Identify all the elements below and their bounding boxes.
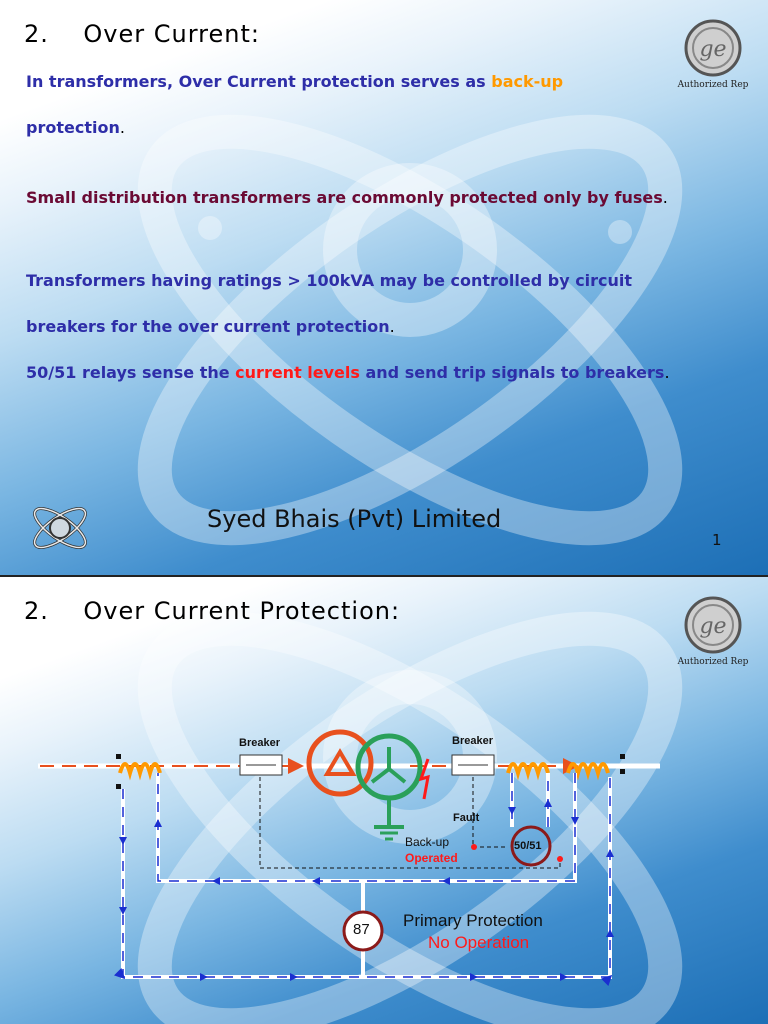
period: .: [119, 118, 125, 137]
slide-title: 2. Over Current:: [24, 20, 260, 48]
text: breakers for the over current protection: [26, 317, 390, 336]
relay-5051-label: 50/51: [514, 840, 542, 852]
authorized-rep-caption: Authorized Rep: [677, 80, 749, 90]
relay-87-label: 87: [353, 921, 370, 938]
text: Small distribution transformers are commonly protected only by fuses: [26, 188, 663, 207]
no-operation-label: No Operation: [428, 933, 530, 952]
backup-label: Back-up: [405, 835, 450, 849]
fault-label: Fault: [453, 812, 480, 824]
ge-monogram-icon: [683, 18, 743, 78]
company-atom-logo-icon: [26, 498, 94, 558]
text: 50/51 relays sense the: [26, 363, 236, 382]
paragraph-backup-cont: [26, 118, 125, 137]
paragraph-backup: [26, 72, 563, 91]
page-number: 1: [712, 531, 722, 549]
period: .: [389, 317, 395, 336]
protection-diagram: [0, 577, 768, 1024]
text: In transformers, Over Current protection serves as: [26, 72, 492, 91]
slide-2: [0, 577, 768, 1024]
highlight-backup: back-up: [491, 72, 564, 91]
svg-text:ge: ge: [699, 37, 727, 62]
paragraph-ratings: Transformers having ratings > 100kVA may be controlled by circuit: [26, 271, 633, 290]
paragraph-fuses: [26, 188, 668, 207]
operated-label: Operated: [405, 851, 458, 865]
authorized-rep-caption: Authorized Rep: [677, 657, 749, 667]
breaker-left-label: Breaker: [239, 737, 280, 749]
paragraph-ratings-cont: [26, 317, 395, 336]
primary-protection-label: Primary Protection: [403, 911, 543, 930]
company-name: Syed Bhais (Pvt) Limited: [207, 505, 502, 533]
svg-text:ge: ge: [699, 614, 727, 639]
ge-logo: [669, 18, 757, 90]
text: protection: [26, 118, 120, 137]
period: .: [664, 363, 670, 382]
paragraph-relays: [26, 363, 670, 382]
breaker-right-label: Breaker: [452, 735, 493, 747]
text: and send trip signals to breakers: [359, 363, 665, 382]
highlight-current-levels: current levels: [235, 363, 360, 382]
slide-title: 2. Over Current Protection:: [24, 597, 401, 625]
period: .: [662, 188, 668, 207]
